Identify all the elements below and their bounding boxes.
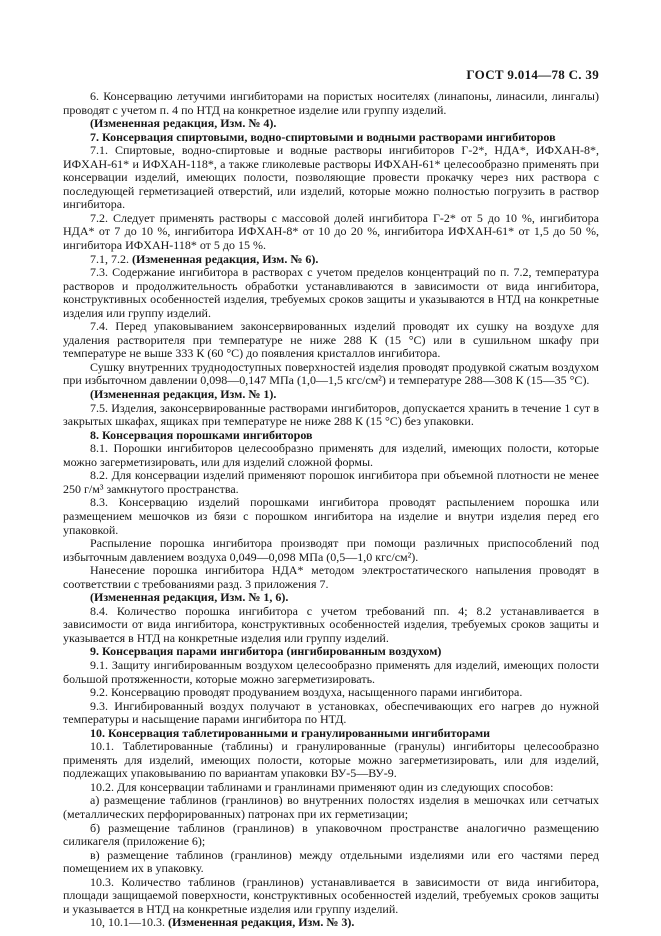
paragraph <box>63 144 599 212</box>
paragraph <box>63 686 599 700</box>
text-run: (Измененная редакция, Изм. № 6). <box>132 251 319 266</box>
text-run: 7.3. Содержание ингибитора в растворах с учетом пределов концентраций по п. 7.2, температура растворов и продолжительность обработки устанавливаются в зависимости от вида ингибитора, конструктивных особенностей изделия, требуемых сроков защиты и указываются в НТД на конкретные изделия или группу изделий. <box>63 265 599 320</box>
paragraph <box>63 442 599 469</box>
paragraph <box>63 781 599 795</box>
text-run: 8.3. Консервацию изделий порошками ингибитора проводят распылением порошка или размещением мешочков из бязи с порошком ингибитора на изделие и внутри изделия перед его упаковкой. <box>63 495 599 537</box>
text-run: (Измененная редакция, Изм. № 1, 6). <box>90 590 289 605</box>
text-run: 9. Консервация парами ингибитора (ингибированным воздухом) <box>90 644 442 659</box>
text-run: а) размещение таблинов (гранлинов) во внутренних полостях изделия в мешочках или сетчатых (металлических перфорированных) патронах при их герметизации; <box>63 793 599 821</box>
text-run: 7.5. Изделия, законсервированные растворами ингибиторов, допускается хранить в течение 1 сут в закрытых шкафах, ящиках при температуре не ниже 288 К (15 °С) без упаковки. <box>63 400 599 429</box>
text-run: 8.4. Количество порошка ингибитора с учетом требований пп. 4; 8.2 устанавливается в зависимости от вида ингибитора, конструктивных особенностей изделия, требуемых сроков защиты и указывается в НТД на конкретные изделия или группу изделий. <box>63 603 599 645</box>
page-header-standard-number: ГОСТ 9.014—78 С. 39 <box>466 67 599 82</box>
text-run: 8.2. Для консервации изделий применяют порошок ингибитора при объемной плотности не менее 250 г/м³ замкнутого пространства. <box>63 468 599 496</box>
paragraph <box>63 469 599 496</box>
text-run: Сушку внутренних труднодоступных поверхностей изделия проводят продувкой сжатым воздухом при избыточном давлении 0,098—0,147 МПа (1,0—1,5 кгс/см²) и температуре 288—308 К (15—35 °С). <box>63 359 599 388</box>
text-run: Распыление порошка ингибитора производят при помощи различных приспособлений под избыточным давлением воздуха 0,049—0,098 МПа (0,5—1,0 кгс/см²). <box>63 536 599 564</box>
text-run: 9.3. Ингибированный воздух получают в установках, обеспечивающих его нагрев до нужной температуры и насыщение парами ингибитора по НТД. <box>63 698 599 727</box>
paragraph <box>63 266 599 320</box>
document-body <box>63 90 599 930</box>
text-run: 10.2. Для консервации таблинами и гранлинами применяют один из следующих способов: <box>90 779 554 794</box>
text-run: 10.1. Таблетированные (таблины) и гранулированные (гранулы) ингибиторы целесообразно применять для изделий, имеющих полости, которые можно загерметизировать, или для изделий, подлежащих упаковыванию по вариантам упаковки ВУ-5—ВУ-9. <box>63 739 599 781</box>
paragraph <box>63 564 599 591</box>
text-run: (Измененная редакция, Изм. № 3). <box>168 915 355 930</box>
paragraph <box>63 659 599 686</box>
paragraph <box>63 740 599 781</box>
paragraph <box>63 402 599 429</box>
paragraph <box>63 320 599 361</box>
paragraph <box>63 727 599 741</box>
text-run: Нанесение порошка ингибитора НДА* методом электростатического напыления проводят в соответствии с требованиями разд. 3 приложения 7. <box>63 563 599 591</box>
paragraph <box>63 212 599 253</box>
text-run: 6. Консервацию летучими ингибиторами на пористых носителях (линапоны, линасили, лингалы) проводят с учетом п. 4 по НТД на конкретное изделие или группу изделий. <box>63 89 599 117</box>
text-run: 7.1, 7.2. <box>90 251 132 266</box>
paragraph <box>63 429 599 443</box>
text-run: б) размещение таблинов (гранлинов) в упаковочном пространстве аналогично размещению силикагеля (приложение 6); <box>63 820 599 849</box>
text-run: 7. Консервация спиртовыми, водно-спиртовыми и водными растворами ингибиторов <box>90 129 556 144</box>
paragraph <box>63 591 599 605</box>
text-run: 10.3. Количество таблинов (гранлинов) устанавливается в зависимости от вида ингибитора, площади защищаемой поверхности, конструктивных особенностей изделий, требуемых сроков защиты и указывается в НТД на конкретные изделия или группу изделий. <box>63 874 599 916</box>
text-run: 8.1. Порошки ингибиторов целесообразно применять для изделий, имеющих полости, которые можно загерметизировать, или для изделий сложной формы. <box>63 441 599 469</box>
paragraph <box>63 388 599 402</box>
text-run: в) размещение таблинов (гранлинов) между отдельными изделиями или его частями перед помещением их в упаковку. <box>63 847 599 876</box>
text-run: 7.2. Следует применять растворы с массовой долей ингибитора Г-2* от 5 до 10 %, ингибитора НДА* от 7 до 10 %, ингибитора ИФХАН-8* от 10 до 20 %, ингибитора ИФХАН-61* от 1,5 до 50 %, ингибитора ИФХАН-118* от 5 до 15 %. <box>63 210 599 253</box>
text-run: 9.1. Защиту ингибированным воздухом целесообразно применять для изделий, имеющих полости большой протяженности, которые можно загерметизировать. <box>63 657 599 686</box>
paragraph <box>63 605 599 646</box>
paragraph <box>63 700 599 727</box>
paragraph <box>63 916 599 930</box>
paragraph <box>63 849 599 876</box>
text-run: (Измененная редакция, Изм. № 1). <box>90 387 277 402</box>
paragraph <box>63 253 599 267</box>
paragraph <box>63 537 599 564</box>
text-run: (Измененная редакция, Изм. № 4). <box>90 116 277 131</box>
paragraph <box>63 90 599 117</box>
paragraph <box>63 131 599 145</box>
paragraph <box>63 496 599 537</box>
paragraph <box>63 794 599 821</box>
text-run: 10. Консервация таблетированными и гранулированными ингибиторами <box>90 725 491 740</box>
paragraph <box>63 876 599 917</box>
text-run: 10, 10.1—10.3. <box>90 915 168 930</box>
text-run: 9.2. Консервацию проводят продуванием воздуха, насыщенного парами ингибитора. <box>90 685 523 700</box>
paragraph <box>63 822 599 849</box>
paragraph <box>63 361 599 388</box>
paragraph <box>63 645 599 659</box>
text-run: 7.1. Спиртовые, водно-спиртовые и водные растворы ингибиторов Г-2*, НДА*, ИФХАН-8*, ИФХАН-61* и ИФХАН-118*, а также гликолевые растворы ИФХАН-61* целесообразно применять при консервации изделий, имеющих полости, позволяющие провести прокачку через них раствора с последующей герметизацией отверстий, или изделий, которые можно полностью погрузить в раствор ингибитора. <box>63 143 599 212</box>
text-run: 8. Консервация порошками ингибиторов <box>90 427 313 442</box>
text-run: 7.4. Перед упаковыванием законсервированных изделий проводят их сушку на воздухе для удаления растворителя при температуре не ниже 288 К (15 °С) или в сушильном шкафу при температуре не выше 333 К (60 °С) до появления кристаллов ингибитора. <box>63 319 599 361</box>
paragraph <box>63 117 599 131</box>
